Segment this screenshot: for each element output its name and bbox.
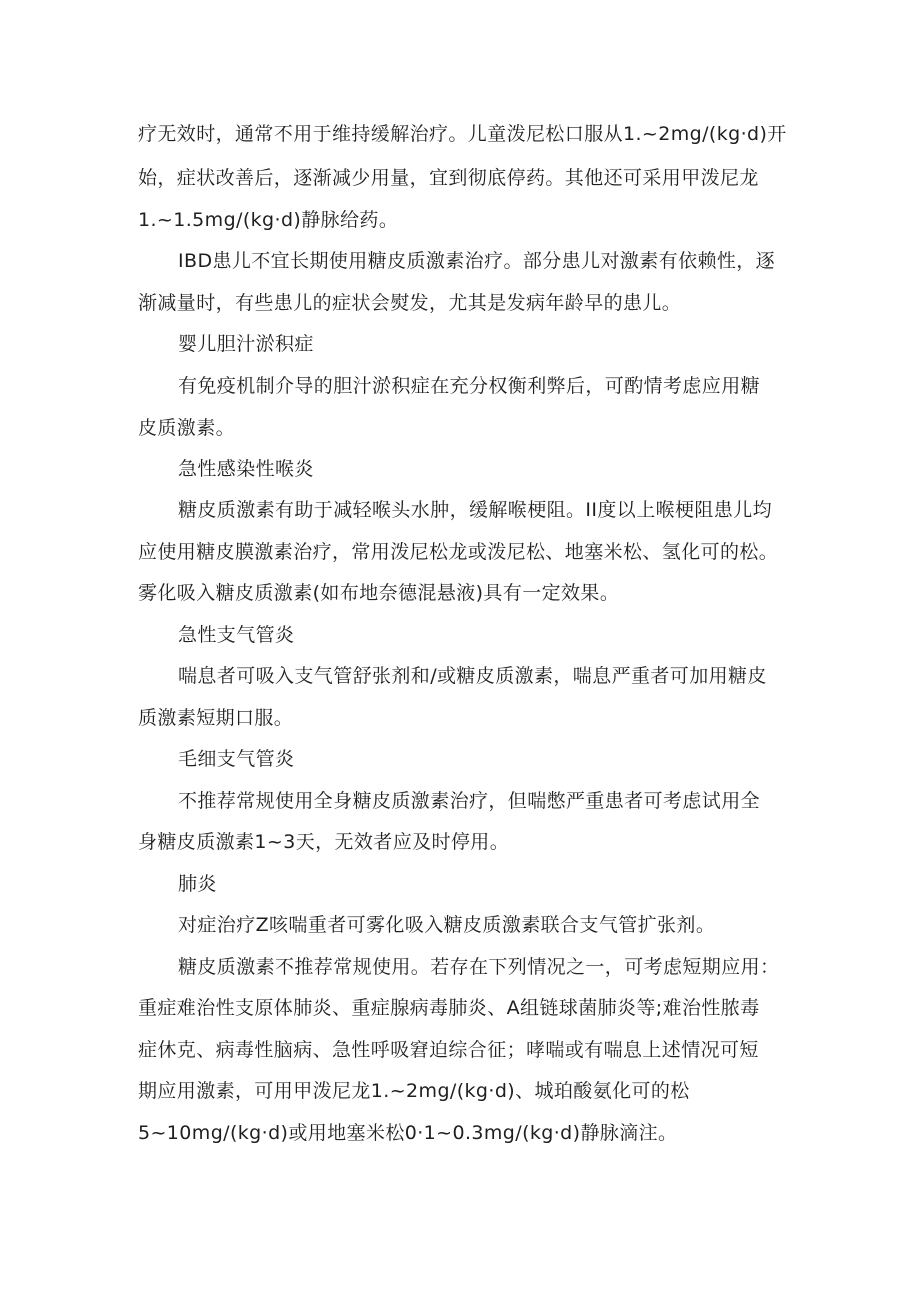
paragraph-line: IBD患儿不宜长期使用糖皮质激素治疗。部分患儿对激素有依赖性，逐 <box>178 250 776 272</box>
section-heading: 急性支气管炎 <box>178 624 295 646</box>
paragraph-line: 重症难治性支原体肺炎、重症腺病毒肺炎、A组链球菌肺炎等;难治性脓毒 <box>138 997 760 1019</box>
paragraph-line: 喘息者可吸入支气管舒张剂和/或糖皮质激素，喘息严重者可加用糖皮 <box>178 665 767 687</box>
paragraph-line: 症休克、病毒性脑病、急性呼吸窘迫综合征；哮喘或有喘息上述情况可短 <box>138 1039 759 1061</box>
paragraph-line: 质激素短期口服。 <box>138 707 294 729</box>
section-heading: 毛细支气管炎 <box>178 748 295 770</box>
paragraph-line: 皮质激素。 <box>138 417 236 439</box>
paragraph-line: 期应用激素，可用甲泼尼龙1.~2mg/(kg·d)、城珀酸氨化可的松 <box>138 1080 690 1102</box>
paragraph-line: 有免疫机制介导的胆汁淤积症在充分权衡利弊后，可酌情考虑应用糖 <box>178 375 761 397</box>
paragraph-line: 糖皮质激素不推荐常规使用。若存在下列情况之一，可考虑短期应用： <box>178 956 780 978</box>
paragraph-line: 1.~1.5mg/(kg·d)静脉给药。 <box>138 209 399 231</box>
paragraph-line: 5~10mg/(kg·d)或用地塞米松0·1~0.3mg/(kg·d)静脉滴注。 <box>138 1122 678 1144</box>
paragraph-line: 不推荐常规使用全身糖皮质激素治疗，但喘憋严重患者可考虑试用全 <box>178 790 761 812</box>
section-heading: 急性感染性喉炎 <box>178 458 314 480</box>
paragraph-line: 身糖皮质激素1~3天，无效者应及时停用。 <box>138 831 510 853</box>
section-heading: 婴儿胆汁淤积症 <box>178 333 314 355</box>
paragraph-line: 糖皮质激素有助于减轻喉头水肿，缓解喉梗阻。II度以上喉梗阻患儿均 <box>178 499 773 521</box>
paragraph-line: 雾化吸入糖皮质激素(如布地奈德混悬液)具有一定效果。 <box>138 582 620 604</box>
paragraph-line: 渐减量时，有些患儿的症状会熨发，尤其是发病年龄早的患儿。 <box>138 292 682 314</box>
paragraph-line: 始，症状改善后，逐渐减少用量，宜到彻底停药。其他还可采用甲泼尼龙 <box>138 167 759 189</box>
paragraph-line: 应使用糖皮膜激素治疗，常用泼尼松龙或泼尼松、地塞米松、氢化可的松。 <box>138 541 779 563</box>
paragraph-line: 对症治疗Z咳喘重者可雾化吸入糖皮质激素联合支气管扩张剂。 <box>178 914 716 936</box>
section-heading: 肺炎 <box>178 873 217 895</box>
paragraph-line: 疗无效时，通常不用于维持缓解治疗。儿童泼尼松口服从1.~2mg/(kg·d)开 <box>138 123 787 145</box>
